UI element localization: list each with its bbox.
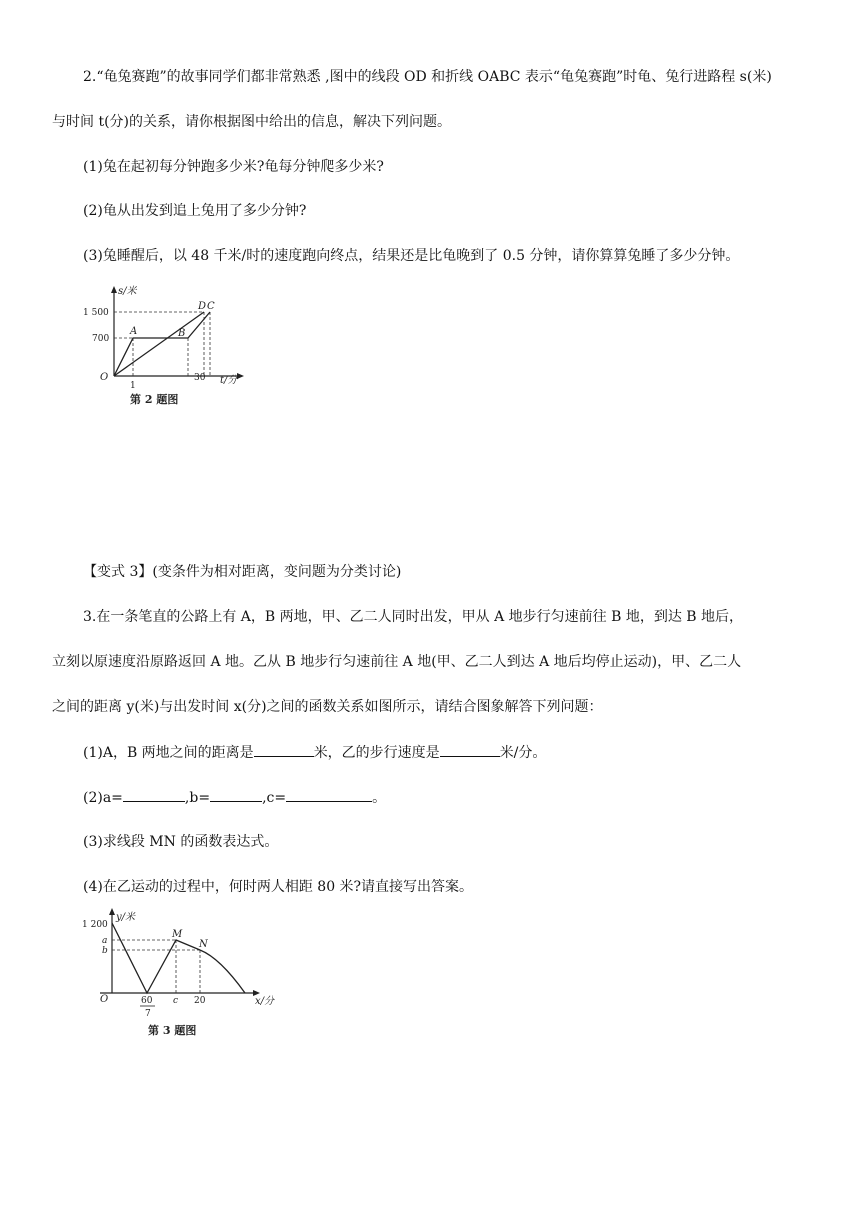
problem3-line2: 立刻以原速度沿原路返回 A 地。乙从 B 地步行匀速前往 A 地(甲、乙二人到达 A 地后均停止运动)，甲、乙二人	[52, 654, 742, 670]
fig2-point-A: A	[130, 326, 138, 337]
q2-blank-a[interactable]	[123, 787, 185, 802]
figure-2-graph	[80, 282, 260, 412]
fig3-y-arrow	[109, 908, 115, 915]
fig2-y-arrow	[111, 286, 117, 293]
fig2-x-tick-1: 1	[130, 381, 136, 391]
problem3-line1: 3.在一条笔直的公路上有 A，B 两地，甲、乙二人同时出发，甲从 A 地步行匀速前往 B 地，到达 B 地后，	[83, 609, 744, 625]
variant3-title: 【变式 3】	[83, 564, 153, 580]
problem2-question2: (2)龟从出发到追上兔用了多少分钟?	[83, 203, 307, 219]
fig3-point-N: N	[199, 939, 208, 950]
problem2-question1: (1)兔在起初每分钟跑多少米?龟每分钟爬多少米?	[83, 159, 384, 175]
fig2-point-B: B	[178, 328, 186, 339]
problem2-line1: 2.“龟兔赛跑”的故事同学们都非常熟悉 ,图中的线段 OD 和折线 OABC 表示“龟兔赛跑”时龟、兔行进路程 s(米)	[83, 69, 772, 85]
fig3-curve-tail	[200, 950, 245, 993]
fig3-function-graph	[112, 923, 200, 993]
problem2-question3: (3)兔睡醒后，以 48 千米/时的速度跑向终点，结果还是比龟晚到了 0.5 分钟，请你算算兔睡了多少分钟。	[83, 248, 740, 264]
fig2-x-arrow	[237, 373, 244, 379]
q1-text-a: (1)A，B 两地之间的距离是	[83, 745, 254, 761]
problem3-line3: 之间的距离 y(米)与出发时间 x(分)之间的函数关系如图所示，请结合图象解答下列问题：	[52, 699, 603, 715]
fig2-x-axis-label: t/分	[220, 375, 238, 386]
q1-blank-speed[interactable]	[440, 742, 500, 757]
q2-blank-b[interactable]	[210, 787, 262, 802]
q2-text-b: ,b=	[184, 790, 211, 806]
fig2-point-C: C	[207, 301, 215, 312]
fig2-y-tick-1500: 1 500	[83, 308, 109, 318]
fig3-caption: 第 3 题图	[148, 1024, 197, 1037]
fig3-y-tick-a: a	[102, 936, 108, 946]
fig3-y-tick-b: b	[102, 946, 108, 956]
fig3-x-tick-frac-den: 7	[145, 1009, 151, 1019]
problem3-question3: (3)求线段 MN 的函数表达式。	[83, 834, 279, 850]
q1-blank-distance[interactable]	[254, 742, 314, 757]
fig2-caption: 第 2 题图	[130, 393, 179, 406]
problem3-question4: (4)在乙运动的过程中，何时两人相距 80 米?请直接写出答案。	[83, 879, 474, 895]
fig3-y-axis-label: y/米	[116, 912, 136, 923]
fig3-origin: O	[100, 994, 109, 1005]
q1-text-b: 米，乙的步行速度是	[313, 745, 440, 761]
fig2-segment-OD	[114, 312, 204, 376]
problem3-question1	[83, 742, 546, 763]
fig3-point-M: M	[172, 929, 183, 940]
q2-text-a: (2)a=	[83, 790, 123, 806]
q2-text-c: ,c=	[262, 790, 287, 806]
fig3-x-tick-c: c	[173, 996, 179, 1006]
variant3-note: (变条件为相对距离，变问题为分类讨论)	[152, 564, 402, 580]
fig3-y-tick-1200: 1 200	[82, 920, 108, 930]
q2-blank-c[interactable]	[286, 787, 372, 802]
variant3-header	[83, 562, 401, 582]
fig2-y-axis-label: s/米	[118, 286, 137, 297]
problem2-line2: 与时间 t(分)的关系，请你根据图中给出的信息，解决下列问题。	[52, 114, 451, 130]
fig2-origin: O	[100, 372, 109, 383]
fig2-x-tick-30: 30	[194, 373, 206, 383]
problem3-question2	[83, 787, 386, 808]
fig3-x-tick-frac-num: 60	[141, 996, 153, 1006]
q2-text-d: 。	[372, 790, 387, 806]
q1-text-c: 米/分。	[499, 745, 547, 761]
figure-3-graph	[80, 906, 285, 1041]
fig2-y-tick-700: 700	[92, 334, 110, 344]
fig3-x-axis-label: x/分	[255, 996, 275, 1007]
fig3-x-tick-20: 20	[194, 996, 206, 1006]
fig2-point-D: D	[198, 301, 207, 312]
